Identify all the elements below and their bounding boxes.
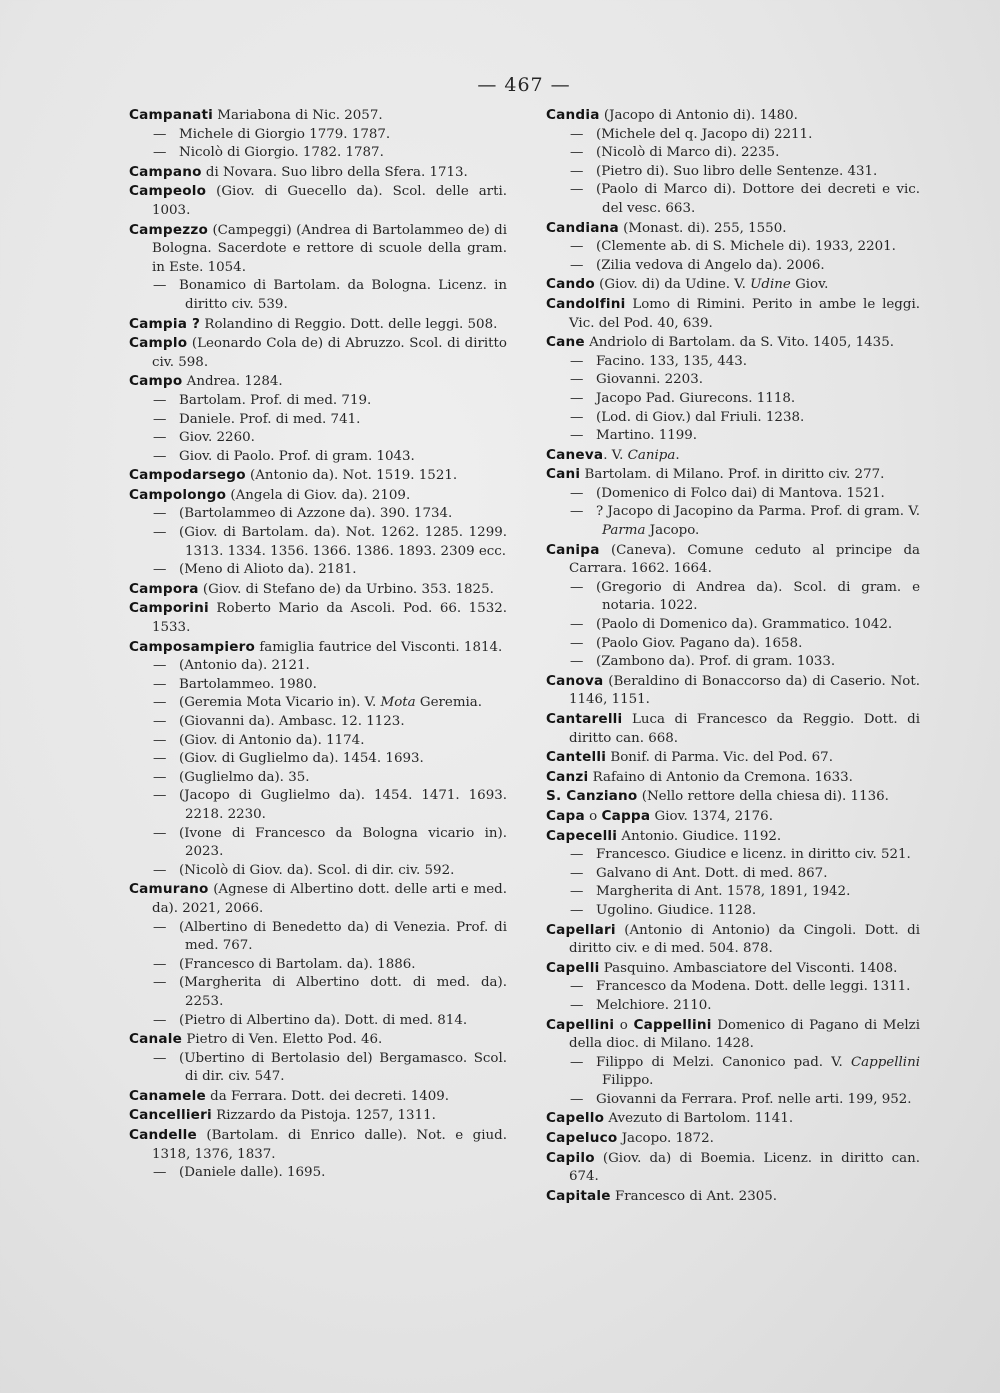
sub-entry [546, 635, 920, 654]
dash-mark: — [153, 506, 167, 522]
dash-mark: — [570, 372, 584, 388]
entry-text: Giovanni da Ferrara. Prof. nelle arti. 199, 952. [596, 1091, 912, 1107]
entry-text: (Nello rettore della chiesa di). 1136. [637, 789, 889, 805]
entry-text: Daniele. Prof. di med. 741. [179, 411, 361, 427]
dash-mark: — [570, 409, 584, 425]
dash-mark: — [153, 658, 167, 674]
headword: Camplo [129, 335, 188, 352]
dash-mark: — [153, 825, 167, 841]
sub-entry [129, 974, 507, 1011]
sub-entry [129, 769, 507, 788]
entry-text: (Domenico di Folco dai) di Mantova. 1521. [596, 485, 885, 501]
entry-text: (Caneva). Comune ceduto al principe da Carrara. 1662. 1664. [569, 542, 920, 577]
sub-entry [129, 561, 507, 580]
sub-entry [546, 353, 920, 372]
dash-mark: — [153, 411, 167, 427]
entry-text: famiglia fautrice del Visconti. 1814. [255, 639, 503, 655]
index-entry [546, 710, 920, 748]
headword: Campodarsego [129, 467, 246, 484]
index-entry [546, 333, 920, 353]
entry-text: Galvano di Ant. Dott. di med. 867. [596, 865, 828, 881]
entry-text: ? Jacopo di Jacopino da Parma. Prof. di gram. V. [596, 504, 920, 520]
entry-text: Margherita di Ant. 1578, 1891, 1942. [596, 884, 851, 900]
entry-text: Andriolo di Bartolam. da S. Vito. 1405, 1435. [584, 335, 894, 351]
entry-text: Francesco da Modena. Dott. delle leggi. 1311. [596, 979, 911, 995]
entry-text: . [675, 447, 680, 463]
dash-mark: — [570, 635, 584, 651]
index-entry [129, 163, 507, 183]
sub-entry [129, 1012, 507, 1031]
headword: Camporini [129, 600, 209, 617]
headword: Capelli [546, 959, 600, 976]
entry-text: (Lod. di Giov.) dal Friuli. 1238. [596, 409, 805, 425]
index-entry [129, 334, 507, 372]
sub-entry [546, 616, 920, 635]
index-entry [129, 466, 507, 486]
index-entry [129, 580, 507, 600]
sub-entry [129, 429, 507, 448]
index-entry [129, 1126, 507, 1164]
dash-mark: — [570, 617, 584, 633]
right-column [546, 106, 920, 1206]
dash-mark: — [570, 847, 584, 863]
italic-reference: Udine [750, 277, 791, 293]
entry-text: (Bartolammeo di Azzone da). 390. 1734. [179, 506, 453, 522]
entry-text: (Leonardo Cola de) di Abruzzo. Scol. di diritto civ. 598. [152, 336, 507, 370]
entry-text: (Paolo di Domenico da). Grammatico. 1042. [596, 617, 893, 633]
entry-text: da Ferrara. Dott. dei decreti. 1409. [205, 1088, 450, 1104]
index-entry [129, 372, 507, 392]
headword: Campezzo [129, 221, 209, 238]
entry-text: Bonamico di Bartolam. da Bologna. Licenz. in diritto civ. 539. [179, 278, 507, 312]
entry-text: (Giov. di Bartolam. da). Not. 1262. 1285. 1299. 1313. 1334. 1356. 1366. 1386. 1893. 2309 ecc. [179, 525, 507, 559]
entry-text: o [584, 808, 602, 824]
index-entry [546, 219, 920, 239]
headword: Capellini [546, 1016, 615, 1033]
entry-text: Domenico di Pagano di Melzi della dioc. di Milano. 1428. [569, 1017, 920, 1052]
entry-text: (Geremia Mota Vicario in). V. [179, 695, 381, 711]
headword: Canipa [546, 541, 600, 558]
dash-mark: — [570, 182, 584, 198]
dash-mark: — [153, 862, 167, 878]
entry-text: Filippo di Melzi. Canonico pad. V. [596, 1054, 851, 1070]
index-entry [546, 672, 920, 710]
headword: Capecelli [546, 827, 618, 844]
dash-mark: — [153, 919, 167, 935]
index-entry [129, 221, 507, 278]
headword: Candiana [546, 219, 619, 236]
entry-text: Michele di Giorgio 1779. 1787. [179, 126, 391, 142]
sub-entry [129, 524, 507, 561]
sub-entry [546, 865, 920, 884]
index-entry [546, 1129, 920, 1149]
entry-text: (Gregorio di Andrea da). Scol. di gram. e notaria. 1022. [596, 579, 920, 614]
dash-mark: — [153, 126, 167, 142]
sub-entry [129, 732, 507, 751]
entry-text: Giov. 1374, 2176. [650, 808, 773, 824]
index-entry [129, 486, 507, 506]
sub-entry [129, 126, 507, 145]
dash-mark: — [153, 975, 167, 991]
index-entry [546, 959, 920, 979]
headword: Canzi [546, 768, 589, 785]
index-entry [546, 1149, 920, 1187]
dash-mark: — [570, 654, 584, 670]
dash-mark: — [153, 278, 167, 294]
dash-mark: — [570, 257, 584, 273]
entry-text: (Zambono da). Prof. di gram. 1033. [596, 654, 836, 670]
sub-entry [546, 978, 920, 997]
index-entry [546, 295, 920, 333]
headword: Capellari [546, 921, 616, 938]
entry-text: Filippo. [602, 1073, 654, 1089]
sub-entry [546, 181, 920, 218]
index-entry [546, 446, 920, 466]
entry-text: Bartolammeo. 1980. [179, 676, 317, 692]
entry-text: (Ubertino di Bertolasio del) Bergamasco. Scol. di dir. civ. 547. [179, 1050, 507, 1085]
entry-text: (Zilia vedova di Angelo da). 2006. [596, 257, 825, 273]
sub-entry [129, 787, 507, 824]
sub-entry [129, 825, 507, 862]
entry-text: (Pietro di Albertino da). Dott. di med. 814. [179, 1012, 468, 1028]
entry-text: Giov. di Paolo. Prof. di gram. 1043. [179, 448, 415, 464]
sub-entry [129, 657, 507, 676]
dash-mark: — [570, 428, 584, 444]
dash-mark: — [570, 1054, 584, 1070]
headword: Campo [129, 373, 183, 390]
dash-mark: — [153, 392, 167, 408]
entry-text: (Paolo di Marco di). Dottore dei decreti e vic. del vesc. 663. [596, 182, 920, 216]
entry-text: (Giov. da) di Boemia. Licenz. in diritto can. 674. [569, 1150, 920, 1185]
entry-text: Antonio. Giudice. 1192. [617, 828, 782, 844]
headword: Cani [546, 466, 581, 483]
entry-text: Rafaino di Antonio da Cremona. 1633. [588, 769, 853, 785]
headword: Cappellini [633, 1016, 712, 1033]
entry-text: Francesco. Giudice e licenz. in diritto civ. 521. [596, 847, 911, 863]
entry-text: Bartolam. di Milano. Prof. in diritto civ. 277. [580, 467, 885, 483]
entry-text: (Monast. di). 255, 1550. [618, 220, 787, 236]
dash-mark: — [153, 956, 167, 972]
index-entry [129, 1030, 507, 1050]
dash-mark: — [153, 525, 167, 541]
headword: Cando [546, 276, 595, 293]
entry-text: Rizzardo da Pistoja. 1257, 1311. [211, 1108, 436, 1124]
index-entry [546, 106, 920, 126]
entry-text: (Meno di Alioto da). 2181. [179, 562, 357, 578]
sub-entry [546, 409, 920, 428]
headword: Campano [129, 163, 202, 180]
entry-text: (Giov. di Stefano de) da Urbino. 353. 1825. [198, 581, 494, 597]
index-entry [129, 182, 507, 220]
sub-entry [129, 411, 507, 430]
dash-mark: — [570, 145, 584, 161]
headword: Camurano [129, 881, 209, 898]
dash-mark: — [153, 695, 167, 711]
dash-mark: — [570, 353, 584, 369]
entry-text: (Nicolò di Marco di). 2235. [596, 145, 780, 161]
entry-text: (Jacopo di Antonio di). 1480. [599, 108, 798, 123]
index-entry [129, 599, 507, 637]
index-entry [546, 275, 920, 295]
dash-mark: — [153, 769, 167, 785]
entry-text: Jacopo. [645, 523, 700, 539]
italic-reference: Mota [380, 695, 416, 711]
entry-text: (Antonio da). 2121. [179, 658, 310, 674]
italic-reference: Canipa [627, 447, 676, 463]
sub-entry [129, 448, 507, 467]
dash-mark: — [570, 884, 584, 900]
sub-entry [546, 846, 920, 865]
dash-mark: — [570, 997, 584, 1013]
dash-mark: — [153, 676, 167, 692]
sub-entry [546, 883, 920, 902]
dash-mark: — [570, 902, 584, 918]
headword: Candia [546, 107, 600, 123]
entry-text: (Nicolò di Giov. da). Scol. di dir. civ. 592. [179, 862, 455, 878]
entry-text: Pasquino. Ambasciatore del Visconti. 1408. [599, 960, 898, 976]
sub-entry [129, 1164, 507, 1183]
sub-entry [129, 713, 507, 732]
entry-text: Nicolò di Giorgio. 1782. 1787. [179, 145, 384, 161]
headword: S. Canziano [546, 788, 638, 805]
index-entry [129, 880, 507, 918]
entry-text: (Francesco di Bartolam. da). 1886. [179, 956, 416, 972]
sub-entry [546, 126, 920, 145]
dash-mark: — [570, 485, 584, 501]
headword: Candolfini [546, 295, 626, 312]
entry-text: Jacopo. 1872. [617, 1131, 714, 1147]
entry-text: (Antonio di Antonio) da Cingoli. Dott. di diritto civ. e di med. 504. 878. [569, 922, 920, 957]
index-entry [546, 827, 920, 847]
dash-mark: — [570, 865, 584, 881]
dash-mark: — [153, 430, 167, 446]
index-entry [129, 638, 507, 658]
entry-text: Mariabona di Nic. 2057. [213, 108, 383, 123]
page-number: — 467 — [477, 74, 571, 96]
entry-text: Lomo di Rimini. Perito in ambe le leggi. Vic. del Pod. 40, 639. [569, 296, 920, 331]
left-column [129, 106, 507, 1183]
headword: Canale [129, 1031, 183, 1048]
index-entry [129, 1087, 507, 1107]
sub-entry [129, 392, 507, 411]
entry-text: Rolandino di Reggio. Dott. delle leggi. 508. [200, 316, 498, 332]
index-entry [546, 768, 920, 788]
entry-text: (Ivone di Francesco da Bologna vicario in). 2023. [179, 825, 507, 860]
dash-mark: — [153, 1012, 167, 1028]
entry-text: Roberto Mario da Ascoli. Pod. 66. 1532. 1533. [152, 601, 507, 636]
index-entry [546, 748, 920, 768]
sub-entry [546, 163, 920, 182]
entry-text: Bonif. di Parma. Vic. del Pod. 67. [606, 750, 833, 766]
sub-entry [129, 676, 507, 695]
entry-text: Martino. 1199. [596, 428, 698, 444]
sub-entry [546, 1091, 920, 1110]
dash-mark: — [570, 504, 584, 520]
sub-entry [546, 579, 920, 616]
entry-text: Giovanni. 2203. [596, 372, 703, 388]
entry-text: Jacopo Pad. Giurecons. 1118. [596, 390, 796, 406]
sub-entry [129, 277, 507, 314]
headword: Capeluco [546, 1130, 618, 1147]
entry-text: (Jacopo di Guglielmo da). 1454. 1471. 1693. 2218. 2230. [179, 788, 507, 822]
dash-mark: — [570, 1091, 584, 1107]
headword: Cane [546, 334, 585, 351]
sub-entry [546, 1054, 920, 1091]
entry-text: (Antonio da). Not. 1519. 1521. [245, 468, 458, 484]
entry-text: (Angela di Giov. da). 2109. [226, 487, 411, 503]
entry-text: (Daniele dalle). 1695. [179, 1165, 326, 1181]
sub-entry [546, 238, 920, 257]
dash-mark: — [570, 979, 584, 995]
entry-text: Bartolam. Prof. di med. 719. [179, 392, 372, 408]
index-entry [129, 315, 507, 335]
sub-entry [129, 144, 507, 163]
headword: Campora [129, 580, 199, 597]
headword: Cantelli [546, 749, 607, 766]
dash-mark: — [570, 579, 584, 595]
entry-text: . V. [603, 447, 628, 463]
dash-mark: — [153, 448, 167, 464]
entry-text: (Michele del q. Jacopo di) 2211. [596, 126, 813, 142]
index-entry [546, 787, 920, 807]
headword: Cancellieri [129, 1107, 212, 1124]
headword: Caneva [546, 446, 604, 463]
dash-mark: — [153, 1165, 167, 1181]
headword: Candelle [129, 1127, 197, 1144]
sub-entry [129, 1050, 507, 1087]
entry-text: (Giov. di) da Udine. V. [594, 277, 751, 293]
index-entry [546, 807, 920, 827]
entry-text: (Albertino di Benedetto da) di Venezia. Prof. di med. 767. [179, 919, 507, 954]
headword: Campeolo [129, 183, 207, 200]
entry-text: Luca di Francesco da Reggio. Dott. di diritto can. 668. [569, 712, 920, 746]
entry-text: Avezuto di Bartolom. 1141. [604, 1111, 794, 1127]
dash-mark: — [153, 751, 167, 767]
headword: Campanati [129, 107, 214, 123]
entry-text: (Giov. di Guecello da). Scol. delle arti. 1003. [152, 184, 507, 218]
dash-mark: — [153, 714, 167, 729]
entry-text: Facino. 133, 135, 443. [596, 353, 748, 369]
entry-text: (Campeggi) (Andrea di Bartolammeo de) di Bologna. Sacerdote e rettore di scuole della gram. in Este. 1054. [152, 222, 507, 275]
entry-text: (Giov. di Antonio da). 1174. [179, 732, 365, 748]
sub-entry [129, 862, 507, 881]
index-entry [546, 1187, 920, 1207]
sub-entry [129, 694, 507, 713]
headword: Capilo [546, 1149, 595, 1166]
headword: Campolongo [129, 486, 227, 503]
index-entry [546, 921, 920, 959]
entry-text: o [614, 1017, 634, 1033]
headword: Cappa [601, 807, 651, 824]
dash-mark: — [570, 163, 584, 179]
entry-text: Francesco di Ant. 2305. [610, 1188, 778, 1204]
headword: Capa [546, 807, 585, 824]
italic-reference: Cappellini [850, 1054, 920, 1070]
entry-text: (Margherita di Albertino dott. di med. da). 2253. [179, 975, 507, 1009]
entry-text: Melchiore. 2110. [596, 997, 712, 1013]
sub-entry [129, 956, 507, 975]
entry-text: di Novara. Suo libro della Sfera. 1713. [201, 164, 468, 180]
sub-entry [546, 257, 920, 276]
headword: Canamele [129, 1087, 206, 1104]
dash-mark: — [153, 562, 167, 578]
dash-mark: — [153, 788, 167, 804]
sub-entry [129, 919, 507, 956]
entry-text: Geremia. [415, 695, 483, 711]
sub-entry [546, 997, 920, 1016]
headword: Camposampiero [129, 638, 256, 655]
entry-text: (Bartolam. di Enrico dalle). Not. e giud. 1318, 1376, 1837. [152, 1128, 507, 1162]
headword: Capitale [546, 1187, 611, 1204]
index-entry [546, 1109, 920, 1129]
headword: Canova [546, 672, 604, 689]
dash-mark: — [570, 239, 584, 255]
index-entry [546, 1016, 920, 1054]
dash-mark: — [153, 145, 167, 161]
entry-text: Giov. [790, 277, 829, 293]
sub-entry [546, 427, 920, 446]
entry-text: (Giovanni da). Ambasc. 12. 1123. [179, 714, 405, 729]
sub-entry [129, 505, 507, 524]
entry-text: Giov. 2260. [179, 430, 255, 446]
sub-entry [546, 371, 920, 390]
entry-text: (Giov. di Guglielmo da). 1454. 1693. [179, 751, 424, 767]
entry-text: Pietro di Ven. Eletto Pod. 46. [182, 1032, 383, 1048]
index-entry [546, 541, 920, 579]
sub-entry [546, 390, 920, 409]
entry-text: (Pietro di). Suo libro delle Sentenze. 431. [596, 163, 878, 179]
dash-mark: — [570, 126, 584, 142]
entry-text: Andrea. 1284. [182, 374, 283, 390]
sub-entry [546, 653, 920, 672]
sub-entry [129, 750, 507, 769]
sub-entry [546, 902, 920, 921]
entry-text: Ugolino. Giudice. 1128. [596, 902, 757, 918]
entry-text: (Paolo Giov. Pagano da). 1658. [596, 635, 803, 651]
entry-text: (Guglielmo da). 35. [179, 769, 310, 785]
entry-text: (Beraldino di Bonaccorso da) di Caserio. Not. 1146, 1151. [569, 673, 920, 708]
sub-entry [546, 144, 920, 163]
headword: Cantarelli [546, 711, 623, 727]
italic-reference: Parma [602, 523, 646, 539]
entry-text: (Agnese di Albertino dott. delle arti e med. da). 2021, 2066. [152, 882, 507, 916]
index-entry [129, 1106, 507, 1126]
sub-entry [546, 485, 920, 504]
headword: Campia ? [129, 315, 201, 332]
index-entry [546, 465, 920, 485]
index-entry [129, 106, 507, 126]
dash-mark: — [153, 1050, 167, 1066]
sub-entry [546, 503, 920, 540]
entry-text: (Clemente ab. di S. Michele di). 1933, 2201. [596, 239, 896, 255]
dash-mark: — [570, 390, 584, 406]
headword: Capello [546, 1110, 605, 1127]
dash-mark: — [153, 732, 167, 748]
